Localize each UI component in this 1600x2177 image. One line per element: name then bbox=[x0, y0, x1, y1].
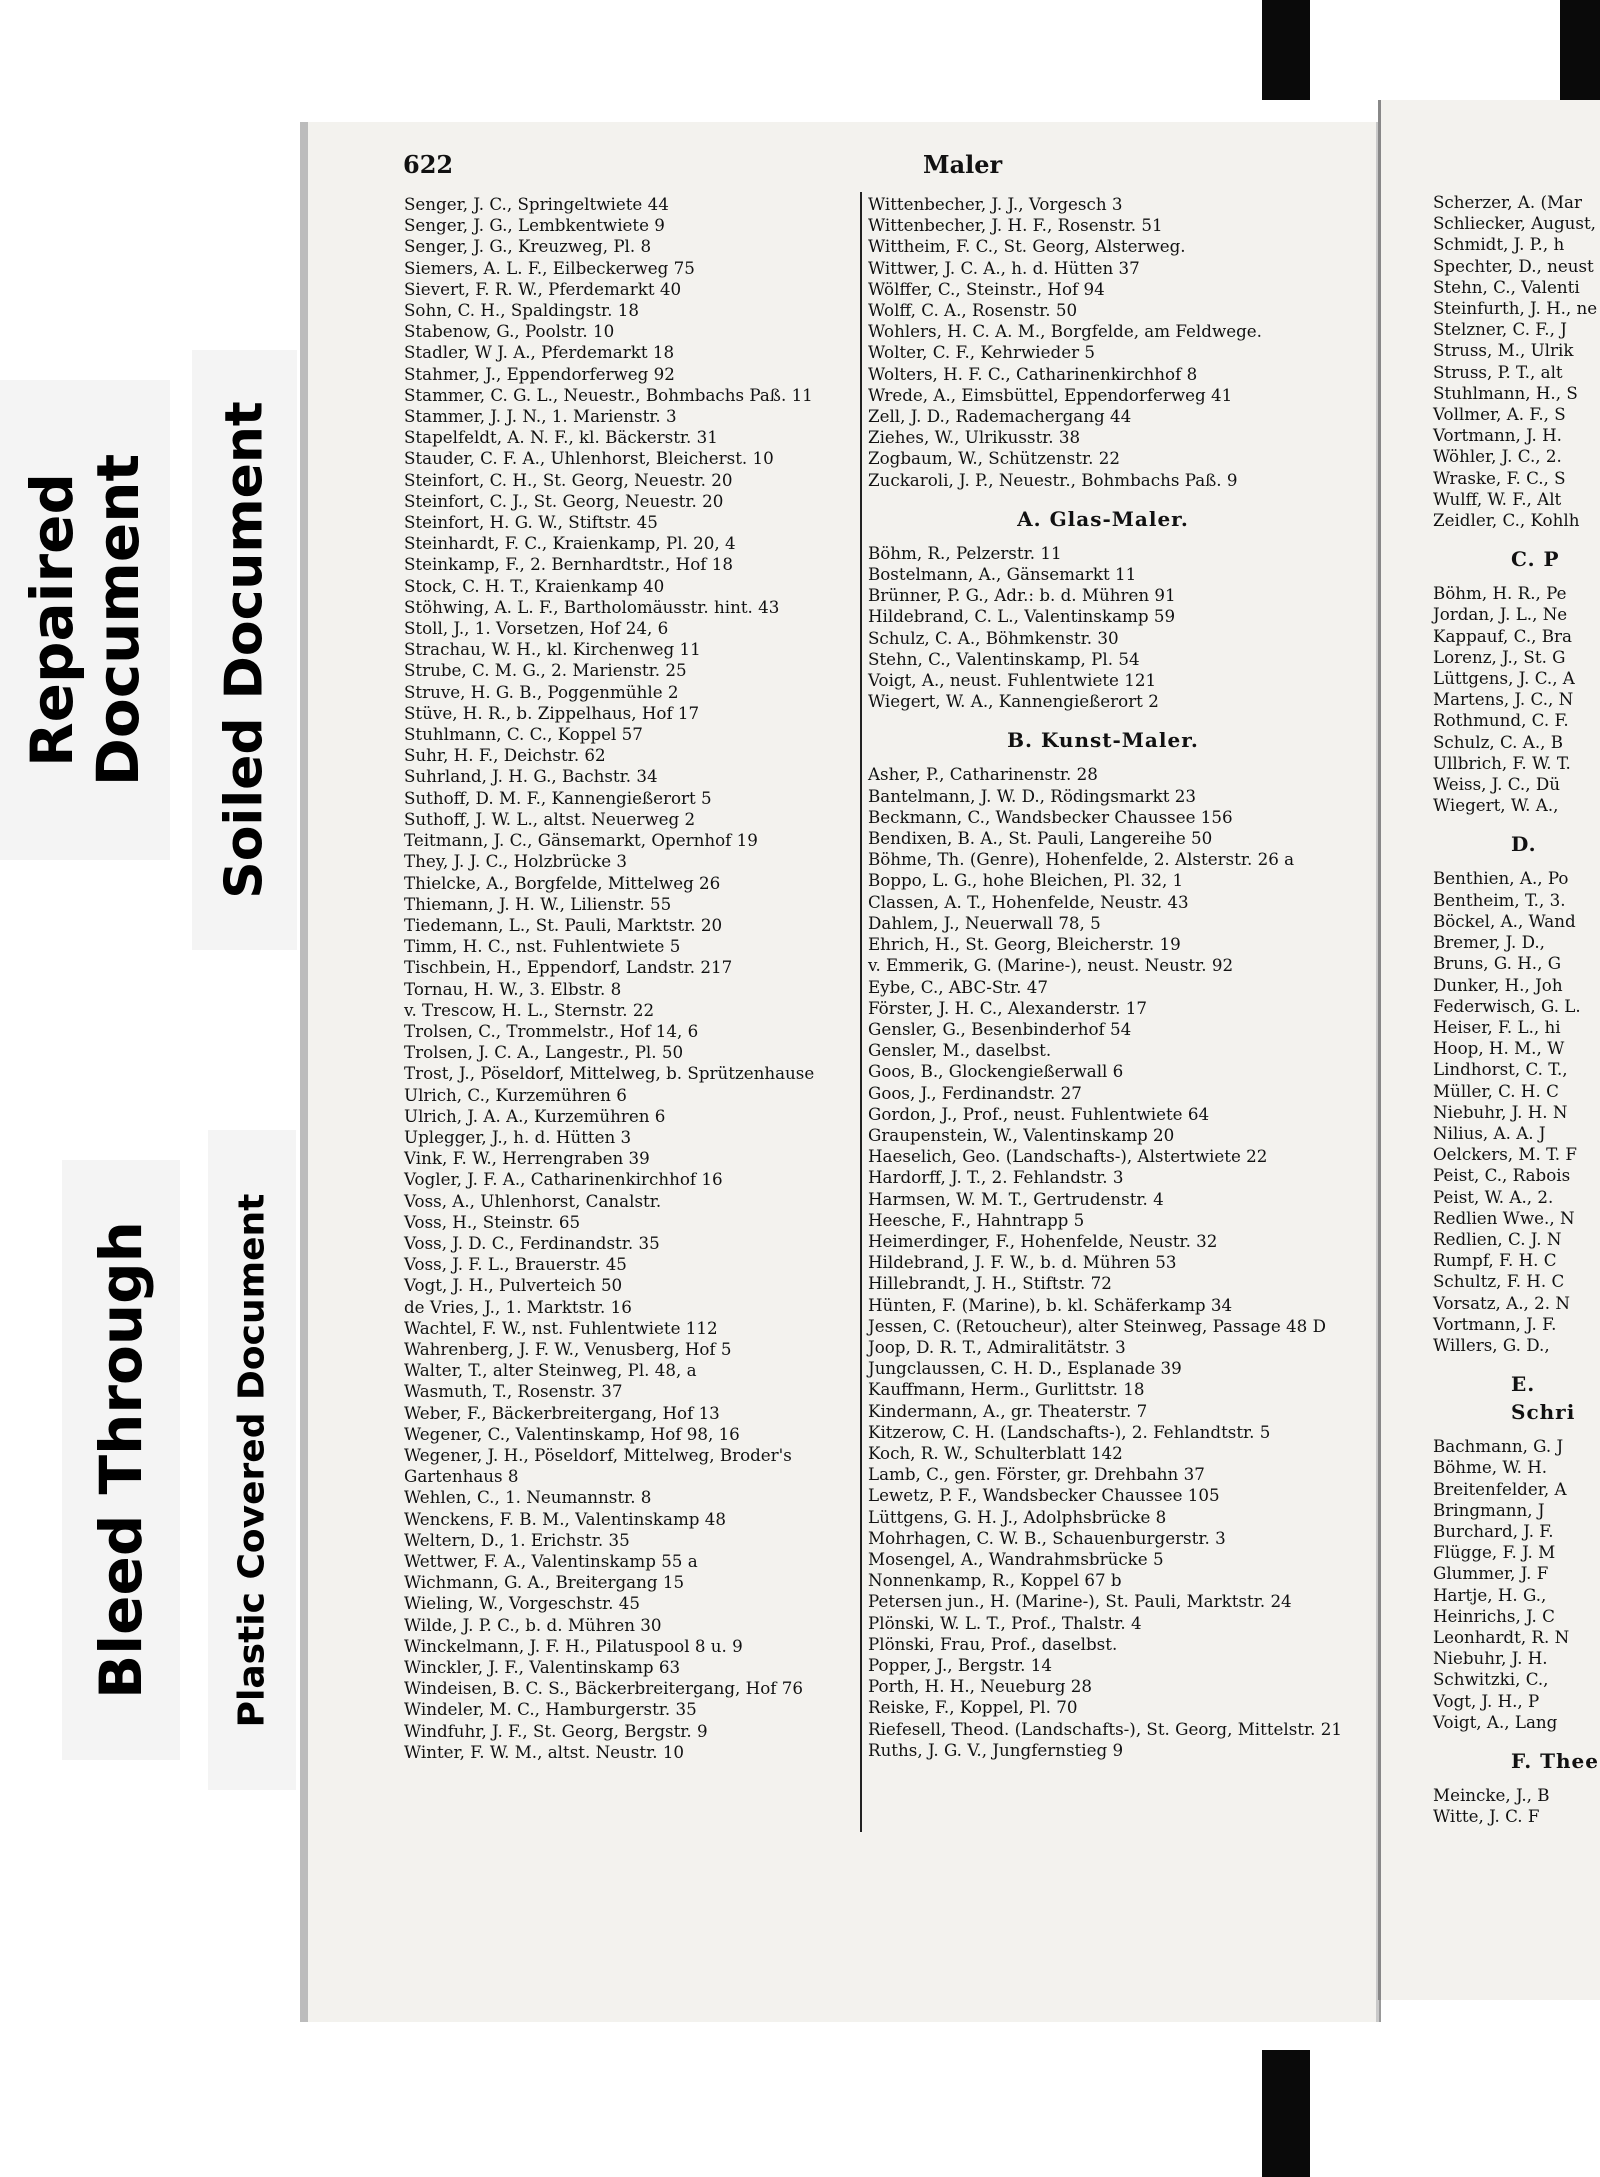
list-item: Bachmann, G. J bbox=[1433, 1436, 1564, 1457]
list-item: Rothmund, C. F. bbox=[1433, 710, 1569, 731]
list-item: Bendixen, B. A., St. Pauli, Langereihe 50 bbox=[868, 828, 1213, 849]
list-item: Steinhardt, F. C., Kraienkamp, Pl. 20, 4 bbox=[404, 533, 736, 554]
list-item: Porth, H. H., Neueburg 28 bbox=[868, 1676, 1092, 1697]
list-item: Wahrenberg, J. F. W., Venusberg, Hof 5 bbox=[404, 1338, 732, 1359]
list-item: Bremer, J. D., bbox=[1433, 932, 1545, 953]
list-item: Senger, J. C., Springeltwiete 44 bbox=[404, 194, 669, 214]
list-item: Tornau, H. W., 3. Elbstr. 8 bbox=[404, 978, 622, 999]
list-item: Voss, J. D. C., Ferdinandstr. 35 bbox=[404, 1232, 660, 1253]
list-item: Witte, J. C. F bbox=[1433, 1806, 1540, 1827]
list-item: Wolters, H. F. C., Catharinenkirchhof 8 bbox=[868, 363, 1198, 384]
list-item: Ullbrich, F. W. T. bbox=[1433, 752, 1571, 773]
black-strip-bottom-right bbox=[1262, 2050, 1310, 2177]
list-item: Wettwer, F. A., Valentinskamp 55 a bbox=[404, 1551, 698, 1571]
list-item: Windeler, M. C., Hamburgerstr. 35 bbox=[404, 1699, 697, 1720]
list-item: Schliecker, August, bbox=[1433, 213, 1596, 234]
list-item: Stammer, C. G. L., Neuestr., Bohmbachs Paß. 11 bbox=[404, 384, 813, 405]
list-item: Böhme, W. H. bbox=[1433, 1457, 1548, 1478]
page-number: 622 bbox=[403, 150, 454, 179]
list-item: Hildebrand, C. L., Valentinskamp 59 bbox=[868, 606, 1176, 627]
adjacent-section-e: E. Schri bbox=[1511, 1372, 1576, 1425]
adjacent-section-d-entries bbox=[1433, 868, 1600, 1356]
list-item: Rumpf, F. H. C bbox=[1433, 1250, 1557, 1271]
list-item: Redlien Wwe., N bbox=[1433, 1207, 1575, 1228]
list-item: Wrede, A., Eimsbüttel, Eppendorferweg 41 bbox=[868, 384, 1233, 405]
list-item: Stuhlmann, H., S bbox=[1433, 382, 1578, 403]
list-item: Peist, W. A., 2. bbox=[1433, 1186, 1554, 1207]
list-item: Uplegger, J., h. d. Hütten 3 bbox=[404, 1126, 632, 1147]
list-item: Struve, H. G. B., Poggenmühle 2 bbox=[404, 681, 679, 702]
list-item: Classen, A. T., Hohenfelde, Neustr. 43 bbox=[868, 891, 1189, 912]
list-item: Gordon, J., Prof., neust. Fuhlentwiete 64 bbox=[868, 1103, 1210, 1124]
black-strip-top-right bbox=[1262, 0, 1310, 100]
list-item: Lindhorst, C. T., bbox=[1433, 1059, 1568, 1080]
list-item: Kauffmann, Herm., Gurlittstr. 18 bbox=[868, 1379, 1145, 1400]
list-item: Schwitzki, C., bbox=[1433, 1669, 1549, 1690]
list-item: Jungclaussen, C. H. D., Esplanade 39 bbox=[868, 1358, 1182, 1379]
list-item: They, J. J. C., Holzbrücke 3 bbox=[404, 851, 628, 872]
left-column bbox=[404, 194, 859, 1763]
list-item: Nonnenkamp, R., Koppel 67 b bbox=[868, 1570, 1122, 1591]
list-item: Wölffer, C., Steinstr., Hof 94 bbox=[868, 278, 1105, 299]
list-item: Wiegert, W. A., bbox=[1433, 795, 1559, 816]
list-item: Sievert, F. R. W., Pferdemarkt 40 bbox=[404, 278, 682, 299]
list-item: Stock, C. H. T., Kraienkamp 40 bbox=[404, 575, 665, 596]
list-item: Kindermann, A., gr. Theaterstr. 7 bbox=[868, 1400, 1148, 1421]
list-item: Struss, P. T., alt bbox=[1433, 361, 1563, 382]
list-item: Wraske, F. C., S bbox=[1433, 467, 1566, 488]
list-item: Suhrland, J. H. G., Bachstr. 34 bbox=[404, 766, 658, 787]
list-item: Voss, H., Steinstr. 65 bbox=[404, 1211, 581, 1232]
list-item: Teitmann, J. C., Gänsemarkt, Opernhof 19 bbox=[404, 830, 758, 851]
list-item: Winter, F. W. M., altst. Neustr. 10 bbox=[404, 1741, 685, 1762]
list-item: Lamb, C., gen. Förster, gr. Drehbahn 37 bbox=[868, 1464, 1205, 1485]
list-item: Bentheim, T., 3. bbox=[1433, 889, 1566, 910]
list-item: Wegener, C., Valentinskamp, Hof 98, 16 bbox=[404, 1423, 740, 1444]
list-item: Stuhlmann, C. C., Koppel 57 bbox=[404, 724, 643, 745]
list-item: Wichmann, G. A., Breitergang 15 bbox=[404, 1572, 685, 1593]
list-item: Boppo, L. G., hohe Bleichen, Pl. 32, 1 bbox=[868, 870, 1184, 891]
list-item: Hildebrand, J. F. W., b. d. Mühren 53 bbox=[868, 1252, 1177, 1273]
list-item: Trolsen, J. C. A., Langestr., Pl. 50 bbox=[404, 1042, 684, 1063]
list-item: Mohrhagen, C. W. B., Schauenburgerstr. 3 bbox=[868, 1527, 1226, 1548]
list-item: Tiedemann, L., St. Pauli, Marktstr. 20 bbox=[404, 914, 723, 935]
list-item: Kitzerow, C. H. (Landschafts-), 2. Fehlandtstr. 5 bbox=[868, 1421, 1271, 1442]
list-item: Wittwer, J. C. A., h. d. Hütten 37 bbox=[868, 257, 1140, 278]
list-item: Steinfort, C. J., St. Georg, Neuestr. 20 bbox=[404, 490, 724, 511]
list-item: Flügge, F. J. M bbox=[1433, 1542, 1556, 1563]
right-top-entries bbox=[868, 194, 1338, 491]
list-item: Winckler, J. F., Valentinskamp 63 bbox=[404, 1657, 681, 1678]
list-item: Gensler, M., daselbst. bbox=[868, 1040, 1052, 1061]
list-item: Wittenbecher, J. J., Vorgesch 3 bbox=[868, 194, 1123, 214]
list-item: Stabenow, G., Poolstr. 10 bbox=[404, 321, 615, 342]
list-item: Kappauf, C., Bra bbox=[1433, 625, 1572, 646]
bleed-through-label bbox=[62, 1160, 180, 1760]
list-item: Meincke, J., B bbox=[1433, 1785, 1550, 1805]
list-item: v. Emmerik, G. (Marine-), neust. Neustr. 92 bbox=[868, 955, 1234, 976]
list-item: Wiegert, W. A., Kannengießerort 2 bbox=[868, 691, 1159, 712]
list-item: Wasmuth, T., Rosenstr. 37 bbox=[404, 1381, 623, 1402]
list-item: Stapelfeldt, A. N. F., kl. Bäckerstr. 31 bbox=[404, 427, 718, 448]
list-item: Lewetz, P. F., Wandsbecker Chaussee 105 bbox=[868, 1485, 1220, 1506]
list-item: Voigt, A., Lang bbox=[1433, 1711, 1558, 1732]
adjacent-section-d: D. bbox=[1511, 832, 1537, 857]
list-item: Breitenfelder, A bbox=[1433, 1478, 1567, 1499]
list-item: Suthoff, J. W. L., altst. Neuerweg 2 bbox=[404, 808, 696, 829]
list-item: Brünner, P. G., Adr.: b. d. Mühren 91 bbox=[868, 585, 1176, 606]
list-item: Mosengel, A., Wandrahmsbrücke 5 bbox=[868, 1548, 1164, 1569]
list-item: Hoop, H. M., W bbox=[1433, 1038, 1565, 1059]
list-item: Stoll, J., 1. Vorsetzen, Hof 24, 6 bbox=[404, 618, 669, 639]
book-page bbox=[300, 122, 1379, 2022]
list-item: Böhm, R., Pelzerstr. 11 bbox=[868, 542, 1062, 563]
list-item: Bantelmann, J. W. D., Rödingsmarkt 23 bbox=[868, 785, 1197, 806]
list-item: Weiss, J. C., Dü bbox=[1433, 774, 1560, 795]
list-item: Bostelmann, A., Gänsemarkt 11 bbox=[868, 564, 1137, 585]
list-item: Suthoff, D. M. F., Kannengießerort 5 bbox=[404, 787, 712, 808]
list-item: Lüttgens, G. H. J., Adolphsbrücke 8 bbox=[868, 1506, 1167, 1527]
list-item: Schultz, F. H. C bbox=[1433, 1271, 1565, 1292]
list-item: Wilde, J. P. C., b. d. Mühren 30 bbox=[404, 1614, 662, 1635]
list-item: Hardorff, J. T., 2. Fehlandstr. 3 bbox=[868, 1167, 1124, 1188]
list-item: Eybe, C., ABC-Str. 47 bbox=[868, 976, 1049, 997]
list-item: Sohn, C. H., Spaldingstr. 18 bbox=[404, 300, 639, 321]
list-item: Martens, J. C., N bbox=[1433, 689, 1574, 710]
adjacent-section-c: C. P bbox=[1511, 547, 1560, 572]
list-item: v. Trescow, H. L., Sternstr. 22 bbox=[404, 999, 655, 1020]
list-item: Steinkamp, F., 2. Bernhardtstr., Hof 18 bbox=[404, 554, 733, 575]
list-item: Wehlen, C., 1. Neumannstr. 8 bbox=[404, 1487, 652, 1508]
list-item: Hillebrandt, J. H., Stiftstr. 72 bbox=[868, 1273, 1112, 1294]
list-item: Stehn, C., Valentinskamp, Pl. 54 bbox=[868, 648, 1140, 669]
list-item: Windfuhr, J. F., St. Georg, Bergstr. 9 bbox=[404, 1720, 708, 1741]
list-item: Popper, J., Bergstr. 14 bbox=[868, 1655, 1052, 1675]
plastic-covered-label bbox=[208, 1130, 296, 1790]
list-item: Steinfurth, J. H., ne bbox=[1433, 298, 1598, 319]
list-item: Harmsen, W. M. T., Gertrudenstr. 4 bbox=[868, 1188, 1164, 1209]
list-item: Zogbaum, W., Schützenstr. 22 bbox=[868, 448, 1120, 469]
list-item: Wegener, J. H., Pöseldorf, Mittelweg, Broder's bbox=[404, 1444, 792, 1465]
list-item: Petersen jun., H. (Marine-), St. Pauli, Marktstr. 24 bbox=[868, 1591, 1292, 1612]
list-item: Stöhwing, A. L. F., Bartholomäusstr. hint. 43 bbox=[404, 596, 780, 617]
list-item: Lüttgens, J. C., A bbox=[1433, 668, 1575, 689]
kunst-maler-entries bbox=[868, 764, 1342, 1761]
soiled-document-text: Soiled Document bbox=[214, 401, 275, 899]
list-item: Förster, J. H. C., Alexanderstr. 17 bbox=[868, 997, 1147, 1018]
list-item: Wolter, C. F., Kehrwieder 5 bbox=[868, 342, 1095, 363]
page-title: Maler bbox=[923, 150, 1003, 179]
list-item: Windeisen, B. C. S., Bäckerbreitergang, Hof 76 bbox=[404, 1678, 803, 1699]
list-item: Ulrich, C., Kurzemühren 6 bbox=[404, 1084, 627, 1105]
list-item: Schulz, C. A., Böhmkenstr. 30 bbox=[868, 627, 1119, 648]
list-item: Jessen, C. (Retoucheur), alter Steinweg, Passage 48 D bbox=[868, 1315, 1326, 1336]
list-item: Voss, A., Uhlenhorst, Canalstr. bbox=[404, 1190, 662, 1211]
list-item: Wolff, C. A., Rosenstr. 50 bbox=[868, 300, 1078, 321]
list-item: Stahmer, J., Eppendorferweg 92 bbox=[404, 363, 675, 384]
list-item: Koch, R. W., Schulterblatt 142 bbox=[868, 1442, 1123, 1463]
list-item: Graupenstein, W., Valentinskamp 20 bbox=[868, 1124, 1175, 1145]
list-item: Peist, C., Rabois bbox=[1433, 1165, 1571, 1186]
list-item: Burchard, J. F. bbox=[1433, 1520, 1554, 1541]
list-item: Thielcke, A., Borgfelde, Mittelweg 26 bbox=[404, 872, 721, 893]
list-item: Wachtel, F. W., nst. Fuhlentwiete 112 bbox=[404, 1317, 718, 1338]
list-item: Wulff, W. F., Alt bbox=[1433, 488, 1562, 509]
list-item: Vorsatz, A., 2. N bbox=[1433, 1292, 1570, 1313]
list-item: Vortmann, J. H. bbox=[1433, 425, 1562, 446]
list-item: Voigt, A., neust. Fuhlentwiete 121 bbox=[868, 670, 1157, 691]
list-item: Stammer, J. J. N., 1. Marienstr. 3 bbox=[404, 406, 677, 427]
list-item: Böhm, H. R., Pe bbox=[1433, 583, 1567, 604]
list-item: Senger, J. G., Kreuzweg, Pl. 8 bbox=[404, 236, 652, 257]
list-item: de Vries, J., 1. Marktstr. 16 bbox=[404, 1296, 632, 1317]
list-item: Stauder, C. F. A., Uhlenhorst, Bleicherst. 10 bbox=[404, 448, 774, 469]
list-item: Asher, P., Catharinenstr. 28 bbox=[868, 764, 1098, 785]
adjacent-page bbox=[1378, 100, 1600, 2000]
list-item: Vink, F. W., Herrengraben 39 bbox=[404, 1148, 650, 1169]
list-item: Scherzer, A. (Mar bbox=[1433, 192, 1582, 212]
list-item: Müller, C. H. C bbox=[1433, 1080, 1559, 1101]
list-item: Nilius, A. A. J bbox=[1433, 1122, 1546, 1143]
list-item: Wenckens, F. B. M., Valentinskamp 48 bbox=[404, 1508, 727, 1529]
list-item: Vollmer, A. F., S bbox=[1433, 404, 1566, 425]
list-item: Stehn, C., Valenti bbox=[1433, 276, 1580, 297]
list-item: Dahlem, J., Neuerwall 78, 5 bbox=[868, 912, 1101, 933]
list-item: Schmidt, J. P., h bbox=[1433, 234, 1565, 255]
list-item: Niebuhr, J. H. N bbox=[1433, 1101, 1568, 1122]
adjacent-top-entries bbox=[1433, 192, 1600, 531]
list-item: Ehrich, H., St. Georg, Bleicherstr. 19 bbox=[868, 934, 1181, 955]
section-heading-kunst-maler: B. Kunst-Maler. bbox=[1007, 728, 1199, 753]
list-item: Thiemann, J. H. W., Lilienstr. 55 bbox=[404, 893, 672, 914]
list-item: Trost, J., Pöseldorf, Mittelweg, b. Sprützenhause bbox=[404, 1063, 815, 1084]
list-item: Goos, B., Glockengießerwall 6 bbox=[868, 1061, 1124, 1082]
list-item: Ruths, J. G. V., Jungfernstieg 9 bbox=[868, 1739, 1124, 1760]
list-item: Oelckers, M. T. F bbox=[1433, 1144, 1577, 1165]
list-item: Voss, J. F. L., Brauerstr. 45 bbox=[404, 1254, 627, 1275]
list-item: Strachau, W. H., kl. Kirchenweg 11 bbox=[404, 639, 701, 660]
list-item: Leonhardt, R. N bbox=[1433, 1626, 1570, 1647]
repaired-document-label bbox=[0, 380, 170, 860]
list-item: Stadler, W J. A., Pferdemarkt 18 bbox=[404, 342, 675, 363]
soiled-document-label bbox=[192, 350, 297, 950]
list-item: Heimerdinger, F., Hohenfelde, Neustr. 32 bbox=[868, 1230, 1218, 1251]
list-item: Walter, T., alter Steinweg, Pl. 48, a bbox=[404, 1360, 697, 1381]
list-item: Riefesell, Theod. (Landschafts-), St. Georg, Mittelstr. 21 bbox=[868, 1718, 1342, 1739]
list-item: Senger, J. G., Lembkentwiete 9 bbox=[404, 215, 665, 236]
list-item: Heiser, F. L., hi bbox=[1433, 1016, 1561, 1037]
list-item: Böckel, A., Wand bbox=[1433, 910, 1576, 931]
list-item: Plönski, W. L. T., Prof., Thalstr. 4 bbox=[868, 1612, 1142, 1633]
list-item: Strube, C. M. G., 2. Marienstr. 25 bbox=[404, 660, 687, 681]
list-item: Zuckaroli, J. P., Neuestr., Bohmbachs Paß. 9 bbox=[868, 469, 1238, 490]
list-item: Gartenhaus 8 bbox=[404, 1466, 519, 1487]
list-item: Beckmann, C., Wandsbecker Chaussee 156 bbox=[868, 806, 1233, 827]
list-item: Wittenbecher, J. H. F., Rosenstr. 51 bbox=[868, 215, 1163, 236]
plastic-covered-text: Plastic Covered Document bbox=[231, 1193, 273, 1727]
section-heading-glas-maler: A. Glas-Maler. bbox=[1017, 506, 1189, 531]
list-item: Hartje, H. G., bbox=[1433, 1584, 1547, 1605]
list-item: Steinfort, C. H., St. Georg, Neuestr. 20 bbox=[404, 469, 733, 490]
list-item: Glummer, J. F bbox=[1433, 1563, 1549, 1584]
list-item: Hünten, F. (Marine), b. kl. Schäferkamp 34 bbox=[868, 1294, 1233, 1315]
list-item: Heesche, F., Hahntrapp 5 bbox=[868, 1209, 1085, 1230]
right-column bbox=[860, 194, 1342, 1761]
list-item: Ulrich, J. A. A., Kurzemühren 6 bbox=[404, 1105, 666, 1126]
list-item: Ziehes, W., Ulrikusstr. 38 bbox=[868, 427, 1081, 448]
list-item: Timm, H. C., nst. Fuhlentwiete 5 bbox=[404, 936, 681, 957]
list-item: Jordan, J. L., Ne bbox=[1433, 604, 1568, 625]
list-item: Lorenz, J., St. G bbox=[1433, 646, 1566, 667]
list-item: Vogt, J. H., P bbox=[1433, 1690, 1540, 1711]
adjacent-section-c-entries bbox=[1433, 583, 1600, 816]
list-item: Dunker, H., Joh bbox=[1433, 974, 1563, 995]
list-item: Haeselich, Geo. (Landschafts-), Alstertwiete 22 bbox=[868, 1146, 1268, 1167]
list-item: Trolsen, C., Trommelstr., Hof 14, 6 bbox=[404, 1020, 699, 1041]
glas-maler-entries bbox=[868, 543, 1338, 713]
list-item: Vortmann, J. F. bbox=[1433, 1313, 1557, 1334]
list-item: Benthien, A., Po bbox=[1433, 868, 1569, 889]
list-item: Vogt, J. H., Pulverteich 50 bbox=[404, 1275, 623, 1296]
list-item: Reiske, F., Koppel, Pl. 70 bbox=[868, 1697, 1078, 1718]
list-item: Winckelmann, J. F. H., Pilatuspool 8 u. 9 bbox=[404, 1635, 743, 1656]
adjacent-section-e-entries bbox=[1433, 1436, 1600, 1733]
page-header bbox=[403, 150, 1363, 190]
list-item: Willers, G. D., bbox=[1433, 1334, 1550, 1355]
list-item: Zell, J. D., Rademachergang 44 bbox=[868, 406, 1132, 427]
list-item: Schulz, C. A., B bbox=[1433, 731, 1564, 752]
list-item: Tischbein, H., Eppendorf, Landstr. 217 bbox=[404, 957, 733, 978]
list-item: Gensler, G., Besenbinderhof 54 bbox=[868, 1018, 1132, 1039]
bleed-through-text: Bleed Through bbox=[87, 1221, 156, 1699]
list-item: Stelzner, C. F., J bbox=[1433, 319, 1567, 340]
list-item: Siemers, A. L. F., Eilbeckerweg 75 bbox=[404, 257, 695, 278]
list-item: Weber, F., Bäckerbreitergang, Hof 13 bbox=[404, 1402, 720, 1423]
list-item: Stüve, H. R., b. Zippelhaus, Hof 17 bbox=[404, 702, 700, 723]
list-item: Wieling, W., Vorgeschstr. 45 bbox=[404, 1593, 640, 1614]
list-item: Struss, M., Ulrik bbox=[1433, 340, 1574, 361]
list-item: Weltern, D., 1. Erichstr. 35 bbox=[404, 1529, 630, 1550]
list-item: Vogler, J. F. A., Catharinenkirchhof 16 bbox=[404, 1169, 723, 1190]
adjacent-column bbox=[1433, 192, 1600, 1827]
list-item: Heinrichs, J. C bbox=[1433, 1605, 1555, 1626]
list-item: Redlien, C. J. N bbox=[1433, 1228, 1562, 1249]
list-item: Suhr, H. F., Deichstr. 62 bbox=[404, 745, 606, 766]
list-item: Steinfort, H. G. W., Stiftstr. 45 bbox=[404, 512, 658, 533]
list-item: Niebuhr, J. H. bbox=[1433, 1648, 1548, 1669]
list-item: Goos, J., Ferdinandstr. 27 bbox=[868, 1082, 1082, 1103]
list-item: Joop, D. R. T., Admiralitätstr. 3 bbox=[868, 1336, 1126, 1357]
adjacent-section-f-entries bbox=[1433, 1785, 1600, 1827]
adjacent-section-f: F. Thee bbox=[1511, 1749, 1599, 1773]
list-item: Wittheim, F. C., St. Georg, Alsterweg. bbox=[868, 236, 1186, 257]
list-item: Bruns, G. H., G bbox=[1433, 953, 1562, 974]
list-item: Bringmann, J bbox=[1433, 1499, 1545, 1520]
list-item: Plönski, Frau, Prof., daselbst. bbox=[868, 1633, 1118, 1654]
list-item: Zeidler, C., Kohlh bbox=[1433, 510, 1580, 531]
repaired-document-text: Repaired Document bbox=[18, 453, 153, 787]
list-item: Wohlers, H. C. A. M., Borgfelde, am Feldwege. bbox=[868, 321, 1262, 342]
list-item: Böhme, Th. (Genre), Hohenfelde, 2. Alsterstr. 26 a bbox=[868, 849, 1295, 870]
list-item: Spechter, D., neust bbox=[1433, 255, 1594, 276]
list-item: Wöhler, J. C., 2. bbox=[1433, 446, 1562, 467]
list-item: Federwisch, G. L. bbox=[1433, 995, 1581, 1016]
